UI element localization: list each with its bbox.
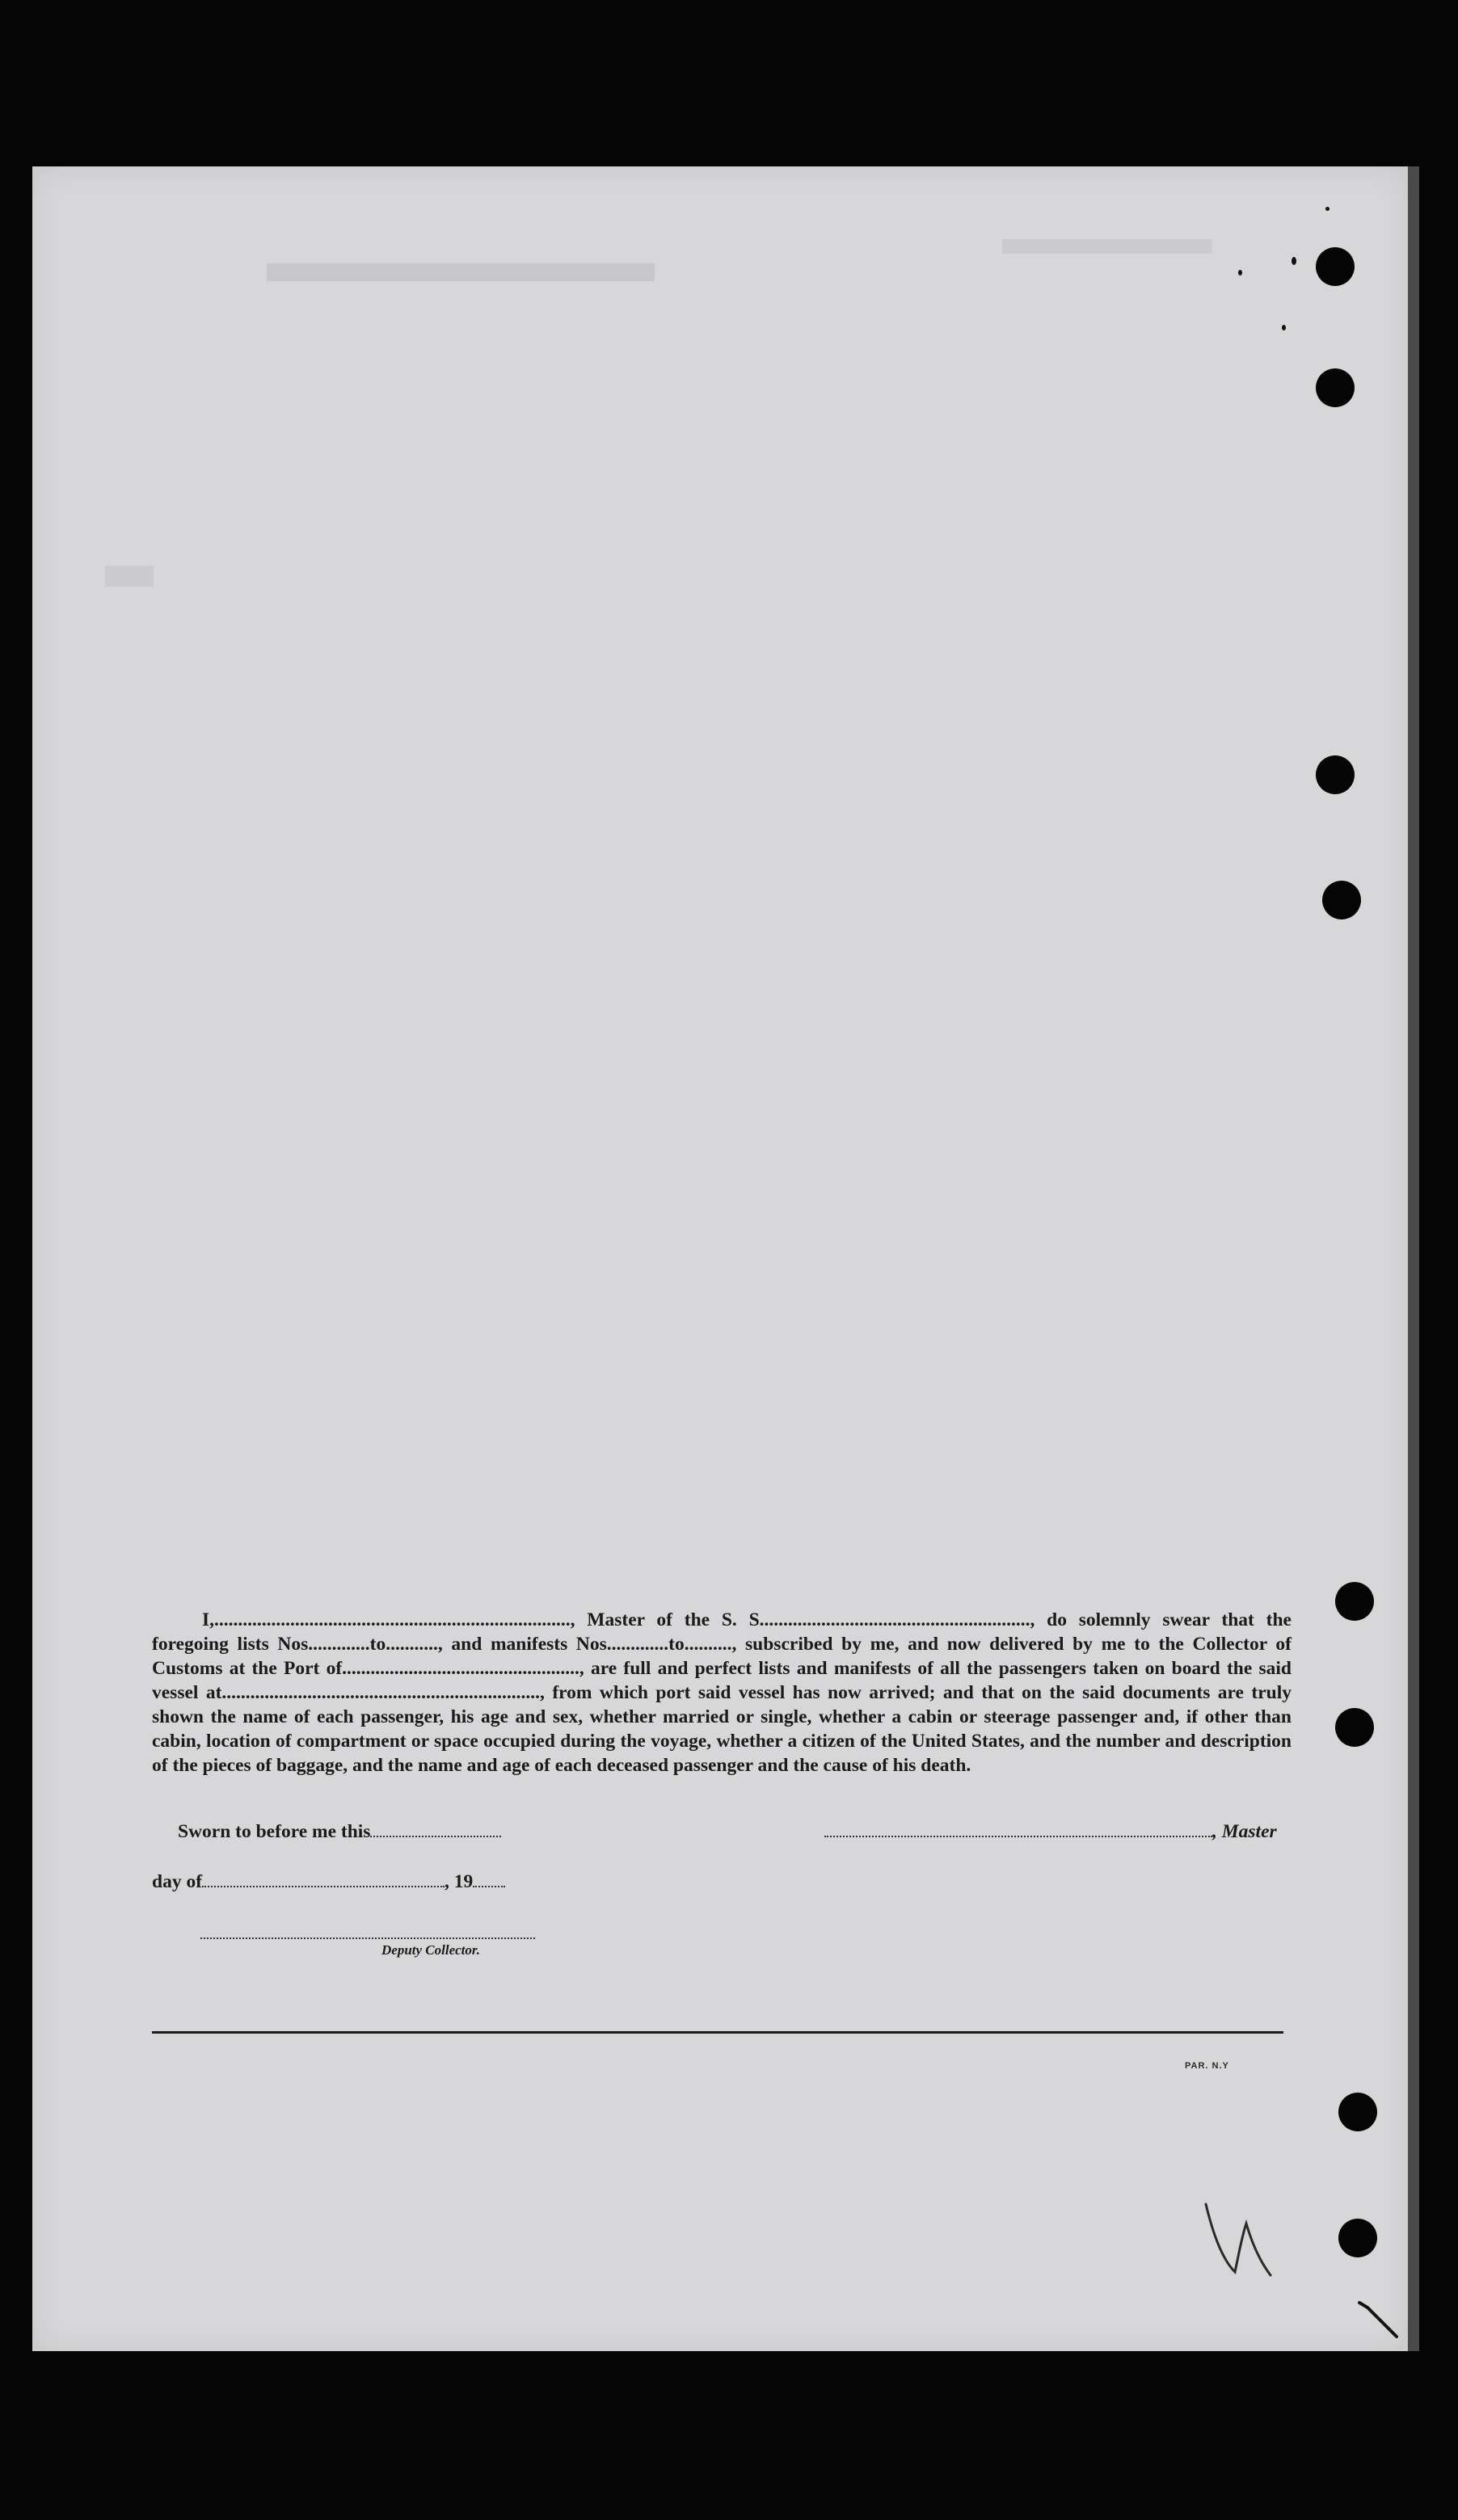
sworn-line [178, 1821, 501, 1843]
ink-speck [1282, 325, 1286, 330]
sworn-label: Sworn to before me this [178, 1821, 371, 1842]
ink-speck [1325, 207, 1329, 211]
master-signature-blank[interactable] [824, 1821, 1212, 1837]
master-signature-line [824, 1821, 1277, 1843]
punch-hole [1338, 2093, 1377, 2131]
deputy-line [381, 1942, 480, 1958]
bleed-through-heading [267, 263, 655, 281]
bleed-through-mark [105, 566, 154, 587]
printer-mark: PAR. N.Y [1185, 2061, 1229, 2071]
year-blank[interactable] [473, 1871, 505, 1887]
day-of-label: day of [152, 1871, 203, 1892]
oath-text: I,..........................................................................., Master of the S. S........................................................., do solemnly swear that the foregoing lists Nos.............to..........., and manifests Nos.............to.........., subscribed by me, and now delivered by me to the Collector of Customs at the Port of.................................................., are full and perfect lists and manifests of all the passengers taken on board the said vessel at..................................................................., from which port said vessel has now arrived; and that on the said documents are truly shown the name of each passenger, his age and sex, whether married or single, whether a cabin or steerage passenger and, if other than cabin, location of compartment or space occupied during the voyage, whether a citizen of the United States, and the number and description of the pieces of baggage, and the name and age of each deceased passenger and the cause of his death. [152, 1609, 1292, 1776]
ink-speck [1292, 257, 1296, 265]
page-edge [1408, 166, 1419, 2351]
deputy-signature-line [200, 1923, 535, 1945]
form-page [32, 166, 1408, 2351]
handwritten-mark-icon [1196, 2190, 1398, 2367]
footer-rule [152, 2031, 1283, 2034]
bleed-through-mark [1002, 239, 1212, 254]
deputy-signature-blank[interactable] [200, 1923, 535, 1939]
punch-hole [1316, 368, 1355, 407]
master-label: , Master [1212, 1821, 1277, 1842]
year-label: , 19 [445, 1871, 474, 1892]
punch-hole [1335, 1708, 1374, 1747]
punch-hole [1316, 755, 1355, 794]
sworn-blank[interactable] [370, 1821, 501, 1837]
day-line [152, 1871, 505, 1893]
day-blank[interactable] [202, 1871, 445, 1887]
deputy-label: Deputy Collector. [381, 1942, 480, 1958]
punch-hole [1322, 881, 1361, 919]
ink-speck [1238, 270, 1242, 276]
oath-paragraph [152, 1608, 1292, 1777]
punch-hole [1316, 247, 1355, 286]
punch-hole [1335, 1582, 1374, 1621]
